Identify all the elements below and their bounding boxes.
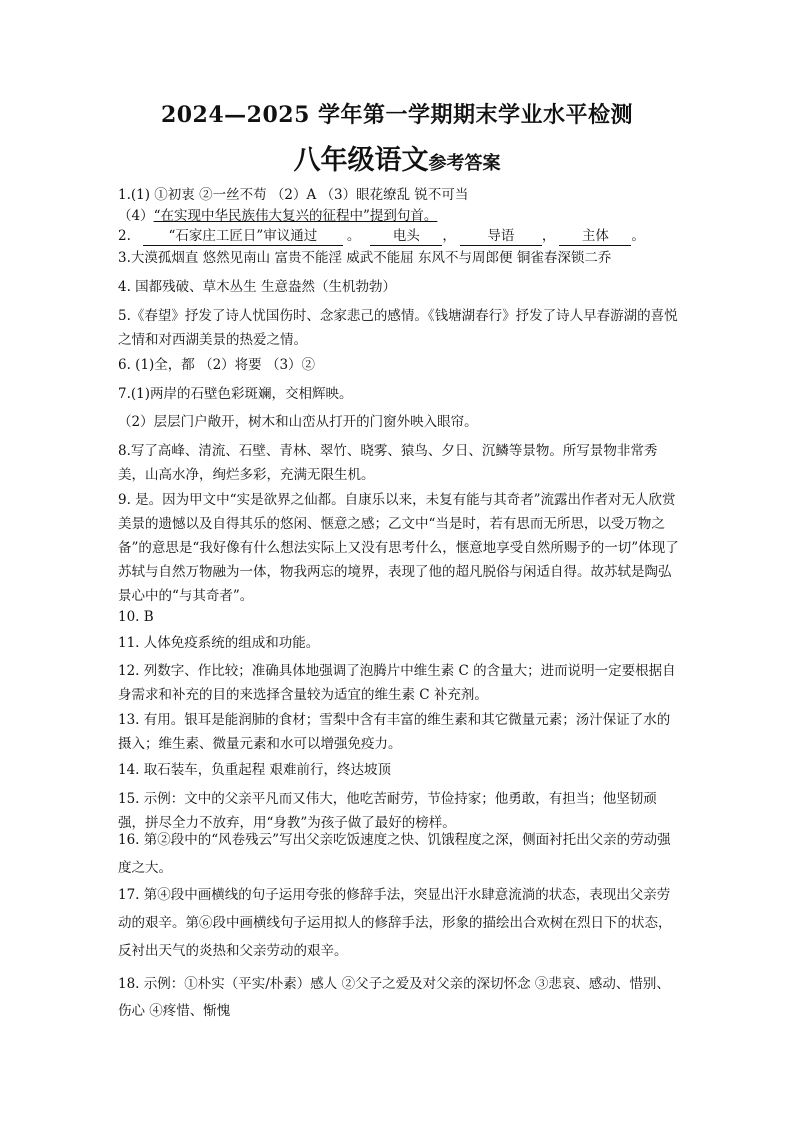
answer-q2-sep-1: 。 [346,228,361,244]
answer-q14: 14. 取石装车，负重起程 艰难前行，终达坡顶 [118,762,392,778]
answer-q2-blank-3: 导语 [460,227,542,246]
answer-q4: 4. 国都残破、草木丛生 生意盎然（生机勃勃） [118,279,396,295]
answer-q16: 16. 第②段中的“风卷残云”写出父亲吃饭速度之快、饥饿程度之深，侧面衬托出父亲的劳动强度之大。 [118,832,671,876]
answer-q17: 17. 第④段中画横线的句子运用夸张的修辞手法，突显出汗水肆意流淌的状态，表现出父亲劳动的艰辛。第⑥段中画横线句子运用拟人的修辞手法，形象的描绘出合欢树在烈日下的状态，反衬出天气的炎热和父亲劳动的艰辛。 [118,887,672,959]
answer-q1-line2-underlined: “在实现中华民族伟大复兴的征程中”提到句首。 [153,208,438,224]
answer-q11: 11. 人体免疫系统的组成和功能。 [118,635,320,651]
answer-q2-sep-4: 。 [631,228,645,244]
answer-q2-blank-4: 主体 [559,227,631,246]
answer-q2 [118,224,680,248]
answer-q1-line2-prefix: （4） [118,208,154,224]
answer-q9: 9. 是。因为甲文中“实是欲界之仙都。自康乐以来，未复有能与其奇者”流露出作者对无人欣赏美景的遗憾以及自得其乐的悠闲、惬意之感；乙文中“当是时，若有思而无所思，以受万物之备”的意思是“我好像有什么想法实际上又没有思考什么，惬意地享受自然所赐予的一切”体现了苏轼与自然万物融为一体，物我两忘的境界，表现了他的超凡脱俗与闲适自得。故苏轼是陶弘景心中的“与其奇者”。 [118,492,679,604]
answer-q12: 12. 列数字、作比较；准确具体地强调了泡腾片中维生素 C 的含量大；进而说明一定要根据自身需求和补充的目的来选择含量较为适宜的维生素 C 补充剂。 [118,663,676,703]
answer-key-label: 参考答案 [428,153,501,174]
answer-q2-sep-2: ， [442,228,456,244]
answer-q2-blank-1: “石家庄工匠日”审议通过 [143,227,343,246]
answer-q15: 15. 示例：文中的父亲平凡而又伟大，他吃苦耐劳，节俭持家；他勇敢，有担当；他坚韧顽强，拼尽全力不放弃，用“身教”为孩子做了最好的榜样。 [118,791,657,831]
document-subtitle [0,138,794,177]
answer-q10: 10. B [118,609,154,625]
answer-q18: 18. 示例：①朴实（平实/朴素）感人 ②父子之爱及对父亲的深切怀念 ③悲哀、感动、惜别、伤心 ④疼惜、惭愧 [118,976,670,1019]
answer-q8: 8.写了高峰、清流、石壁、青林、翠竹、晓雾、猿鸟、夕日、沉鳞等景物。所写景物非常秀美，山高水净，绚烂多彩，充满无限生机。 [118,443,658,483]
answer-q13: 13. 有用。银耳是能润肺的食材；雪梨中含有丰富的维生素和其它微量元素；汤汁保证了水的摄入；维生素、微量元素和水可以增强免疫力。 [118,712,671,752]
answer-q7-1: 7.(1)两岸的石壁色彩斑斓，交相辉映。 [118,386,353,402]
answer-q6: 6. (1)全，都 （2）将要 （3）② [118,357,316,373]
answer-q5: 5.《春望》抒发了诗人忧国伤时、念家悲己的感情。《钱塘湖春行》抒发了诗人早春游湖的喜悦之情和对西湖美景的热爱之情。 [118,308,678,348]
answer-q3: 3.大漠孤烟直 悠然见南山 富贵不能淫 威武不能屈 东风不与周郎便 铜雀春深锁二乔 [118,250,612,266]
subject-title: 八年级语文 [293,145,429,176]
exam-title: 2024—2025 学年第一学期期末学业水平检测 [160,102,634,128]
answer-q1-line1: 1.(1) ①初衷 ②一丝不苟 （2）A （3）眼花缭乱 锐不可当 [118,187,469,203]
answer-q2-number: 2. [118,228,131,244]
answer-q7-2: （2）层层门户敞开，树木和山峦从打开的门窗外映入眼帘。 [118,414,478,430]
answer-q2-blank-2: 电头 [370,227,442,246]
answer-q2-sep-3: ， [541,228,556,244]
